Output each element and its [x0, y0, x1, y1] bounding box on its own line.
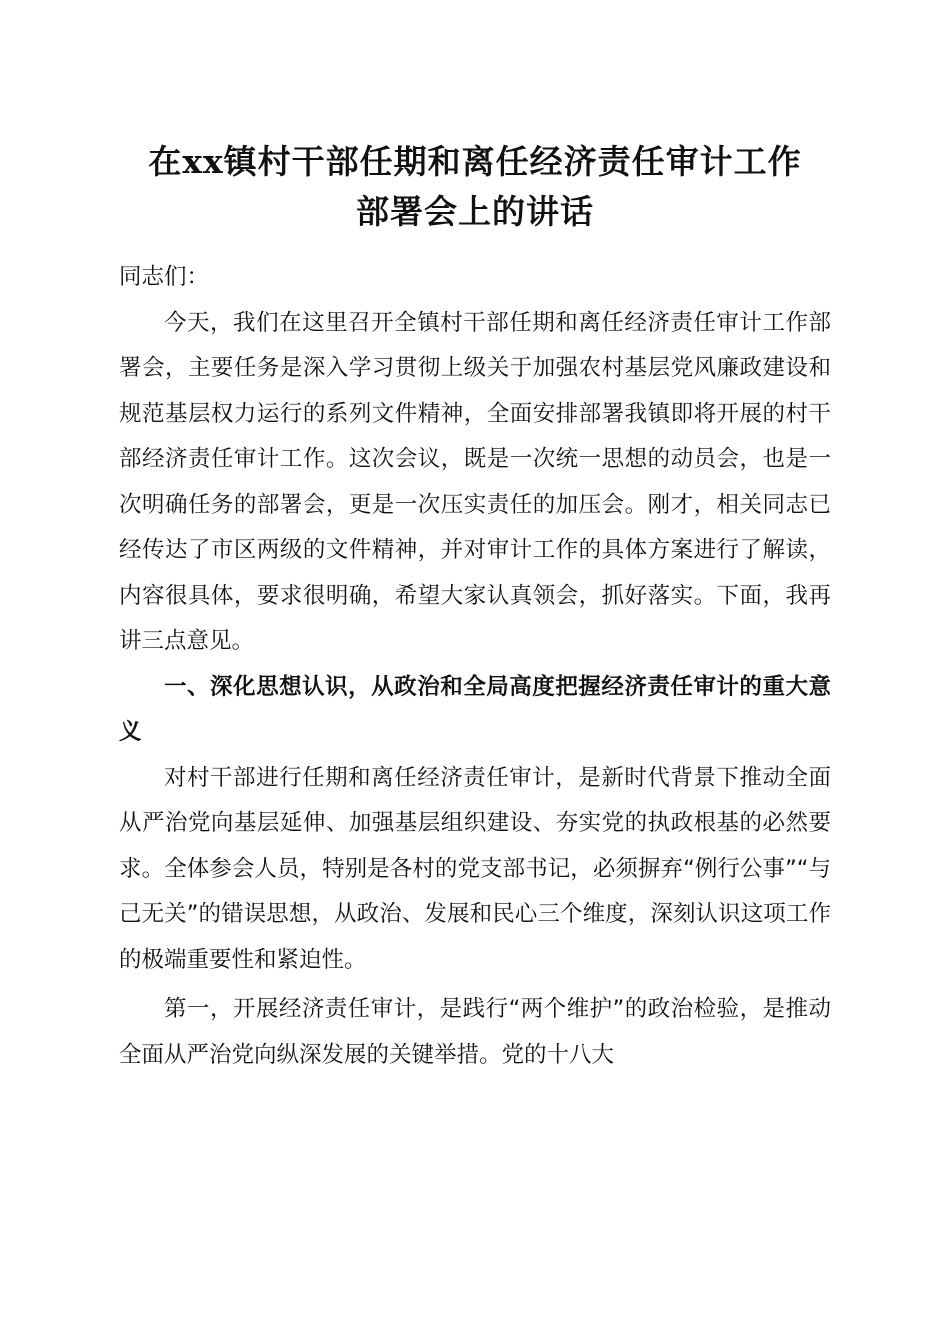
- section1-paragraph: 对村干部进行任期和离任经济责任审计，是新时代背景下推动全面从严治党向基层延伸、加强基层组织建设、夯实党的执政根基的必然要求。全体参会人员，特别是各村的党支部书记，必须摒弃“例行公事”“与己无关”的错误思想，从政治、发展和民心三个维度，深刻认识这项工作的极端重要性和紧迫性。: [119, 764, 831, 973]
- document-title-line2: 部署会上的讲话: [356, 192, 594, 231]
- document-body: [119, 255, 831, 1078]
- intro-paragraph: 今天，我们在这里召开全镇村干部任期和离任经济责任审计工作部署会，主要任务是深入学习贯彻上级关于加强农村基层党风廉政建设和规范基层权力运行的系列文件精神，全面安排部署我镇即将开展的村干部经济责任审计工作。这次会议，既是一次统一思想的动员会，也是一次明确任务的部署会，更是一次压实责任的加压会。刚才，相关同志已经传达了市区两级的文件精神，并对审计工作的具体方案进行了解读，内容很具体，要求很明确，希望大家认真领会，抓好落实。下面，我再讲三点意见。: [119, 309, 831, 654]
- document-title-line1: 在xx镇村干部任期和离任经济责任审计工作: [148, 142, 802, 181]
- salutation: 同志们：: [119, 264, 210, 290]
- point1-paragraph: 第一，开展经济责任审计，是践行“两个维护”的政治检验，是推动全面从严治党向纵深发展的关键举措。党的十八大: [119, 996, 831, 1068]
- section1-heading: 一、深化思想认识，从政治和全局高度把握经济责任审计的重大意义: [119, 673, 831, 745]
